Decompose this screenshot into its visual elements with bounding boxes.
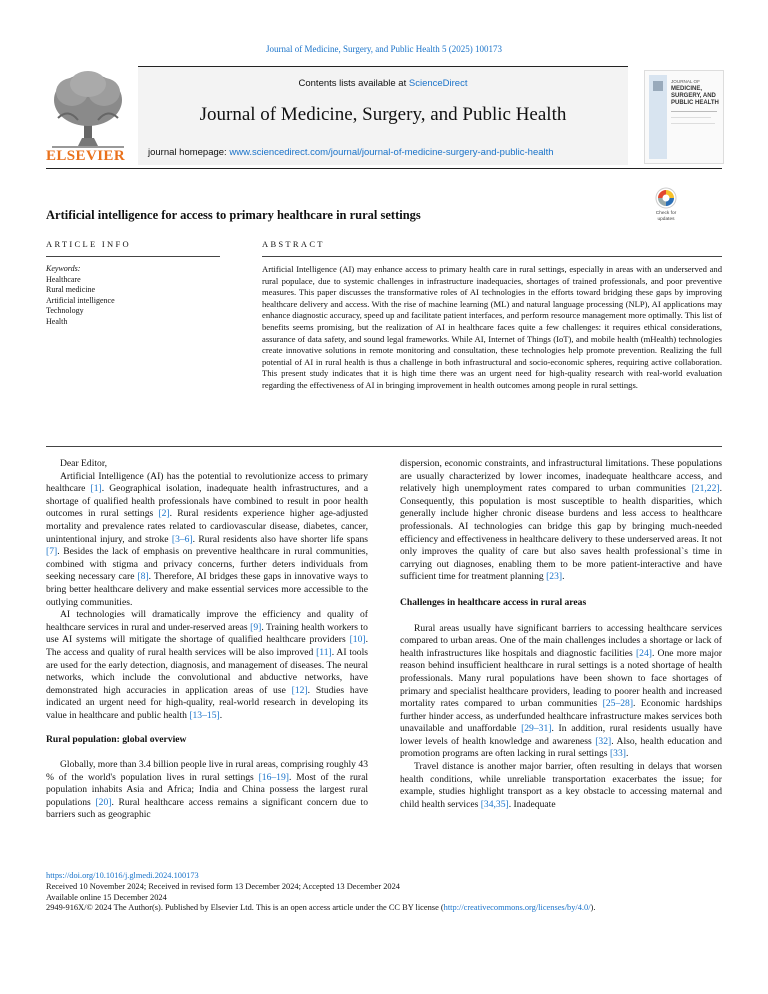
citation-link[interactable]: [20] <box>95 796 112 808</box>
abstract-text: Artificial Intelligence (AI) may enhance access to primary health care in rural settings, especially in areas with an underserved and rural populace, due to systemic challenges in infrastructure inadequacies, shortages of trained professionals, and poor preventive measures. This paper discusses the transformative roles of AI technologies in the efforts toward bridging these gaps by improving healthcare delivery and access. With the rise of machine learning (ML) and natural language processing (NLP), AI applications may enhance diagnostic accuracy, speed up and facilitate patient interfaces, and perform resource management more optimally. This list of benefits seems promising, but the realization of AI in healthcare faces quite a few challenges: it requires ethical considerations, assurance of data safety, and sound legal frameworks. While AI, Internet of Things (IoT), and mobile health (mHealth) technologies create innovative solutions in remote monitoring and consultation, these technologies help promote prevention. Realizing the full potential of AI in rural health is thus a challenge in both infrastructural and socio-economic spheres, requiring active collaboration. This present study indicates that it is high time there was an urgent need for high-quality research with real-world evaluation regarding the effectiveness of AI in bringing improvement in health outcomes among people in rural settings. <box>262 264 722 390</box>
text-run: . Economic hardships further hinder access, as underfunded healthcare infrastructure makes services both unavailable and unaffordable <box>400 698 722 735</box>
keyword: Rural medicine <box>46 285 96 295</box>
citation-link[interactable]: [8] <box>137 571 149 583</box>
section-heading: Rural population: global overview <box>46 734 187 746</box>
elsevier-tree-logo <box>48 68 128 160</box>
keywords-block <box>46 264 115 328</box>
abstract-rule <box>262 256 722 257</box>
text-run: . Rural residents also have shorter life spans <box>192 533 368 545</box>
citation-link[interactable]: [23] <box>546 571 563 583</box>
citation-link[interactable]: [21,22] <box>691 483 720 495</box>
citation-link[interactable]: [16–19] <box>258 771 289 783</box>
paragraph <box>46 609 368 722</box>
paragraph <box>400 761 722 811</box>
text-run: Travel distance is another major barrier, often resulting in delays that worsen health conditions, while unreliable transportation exacerbates the issue; for example, studies highlight transport as a key obstacle to accessing maternal and child health services <box>400 761 722 810</box>
journal-cover-art <box>645 71 723 163</box>
section-heading: Challenges in healthcare access in rural areas <box>400 596 587 608</box>
cover-line-4: PUBLIC HEALTH <box>671 100 719 106</box>
contents-line: Contents lists available at ScienceDirect <box>298 78 468 89</box>
text-run: . AI tools are used for the early detection, diagnosis, and management of diseases. The neural networks, which include the convolutional and abductive networks, have demonstrated high accuracies in application areas of use <box>46 646 368 696</box>
cover-line-3: SURGERY, AND <box>671 93 716 99</box>
citation-link[interactable]: [24] <box>635 647 652 659</box>
svg-text:Check for: Check for <box>655 211 677 216</box>
citation-link[interactable]: [9] <box>250 621 262 633</box>
svg-text:updates: updates <box>657 217 675 222</box>
keyword: Technology <box>46 306 84 316</box>
citation-link[interactable]: [29–31] <box>521 723 552 735</box>
citation-link[interactable]: [33] <box>609 748 626 760</box>
homepage-link[interactable]: www.sciencedirect.com/journal/journal-of-medicine-surgery-and-public-health <box>229 147 554 158</box>
cover-line-2: MEDICINE, <box>671 86 703 92</box>
keyword: Health <box>46 316 68 326</box>
text-run: . <box>562 571 565 583</box>
citation-link[interactable]: [2] <box>158 508 170 520</box>
right-column <box>400 458 722 811</box>
paragraph <box>400 623 722 762</box>
journal-homepage: journal homepage: www.sciencedirect.com/journal/journal-of-medicine-surgery-and-public-health <box>148 147 554 158</box>
license-link[interactable]: http://creativecommons.org/licenses/by/4.0/ <box>443 903 591 913</box>
citation-link[interactable]: [3–6] <box>171 533 193 545</box>
citation-link[interactable]: [7] <box>46 546 58 558</box>
citation-link[interactable]: [13–15] <box>189 709 220 721</box>
journal-title: Journal of Medicine, Surgery, and Public Health <box>199 104 567 125</box>
left-column <box>46 458 368 822</box>
cover-line-1: JOURNAL OF <box>671 79 700 84</box>
citation-link[interactable]: [32] <box>595 735 612 747</box>
paragraph <box>46 471 368 610</box>
journal-cover <box>644 70 724 164</box>
available-online: Available online 15 December 2024 <box>46 892 167 902</box>
article-footer <box>46 871 736 914</box>
text-run: AI technologies will dramatically improve the efficiency and quality of healthcare services in rural and under-reserved areas <box>46 609 368 633</box>
text-run: . One more major reason behind insufficient healthcare in rural settings is a noted shortage of health professionals. Many rural populations have been shown to face shortages of primary and specialist healthcare providers, leading to poorer health and increased mortality rates compared to urban communities <box>400 647 723 710</box>
text-run: . Rural healthcare access remains a significant concern due to barriers such as geographic <box>46 796 368 821</box>
sciencedirect-link[interactable]: ScienceDirect <box>408 78 468 89</box>
text-run: . Studies have indicated an urgent need for high-quality, real-world research in developing its value in healthcare and public health <box>46 684 369 721</box>
info-rule <box>46 256 220 257</box>
text-run: . Geographical isolation, inadequate health infrastructures, and a shortage of qualified health professionals have combined to result in poor health outcomes in rural settings <box>46 483 369 520</box>
paragraph <box>46 759 368 822</box>
keyword: Healthcare <box>46 274 81 284</box>
running-head[interactable]: Journal of Medicine, Surgery, and Public Health 5 (2025) 100173 <box>266 44 502 54</box>
text-run: . Most of the rural population inhabits Asia and Africa; India and China possess the largest rural populations <box>46 771 368 808</box>
doi-link[interactable]: https://doi.org/10.1016/j.glmedi.2024.100173 <box>46 871 199 880</box>
abstract-label: ABSTRACT <box>262 239 325 249</box>
received-dates: Received 10 November 2024; Received in revised form 13 December 2024; Accepted 13 December 2024 <box>46 881 400 891</box>
text-run: . Inadequate <box>508 798 556 810</box>
text-run: dispersion, economic constraints, and infrastructural limitations. These populations are usually characterized by lower incomes, inadequate healthcare access, and relatively high unemployment rates compared to urban communities <box>400 458 722 495</box>
text-run: Artificial Intelligence (AI) has the potential to revolutionize access to primary healthcare <box>46 470 368 495</box>
citation-link[interactable]: [25–28] <box>602 698 634 710</box>
text-run: Rural areas usually have significant barriers to accessing healthcare services compared to urban areas. One of the main challenges includes a shortage or lack of health infrastructures like hospitals and diagnostic facilities <box>400 622 722 659</box>
check-for-updates-icon[interactable] <box>650 186 682 222</box>
article-title: Artificial intelligence for access to primary healthcare in rural settings <box>46 208 421 222</box>
text-run: . Besides the lack of emphasis on preventive healthcare in rural communities, combined with stigma and privacy concerns, further deters individuals from seeking necessary care <box>46 546 368 583</box>
text-run: . Therefore, AI bridges these gaps in innovative ways to bring better healthcare delivery and make essential services more accessible to the outlying communities. <box>46 571 368 608</box>
publisher-wordmark: ELSEVIER <box>46 148 126 164</box>
text-run: . Consequently, this population is most susceptible to health disparities, which generally include higher chronic disease burdens and less access to healthcare professionals. AI technologies can bridge this gap by bringing much-needed efficiency and effectiveness in healthcare delivery to these underserved areas. It not only improves the quality of care but also saves health professional`s time in carrying out diagnoses, enabling them to be more patient-interactive and have sufficient time for treatment planning <box>400 483 722 583</box>
text-run: . The access and quality of rural health services will be also improved <box>46 634 368 658</box>
citation-link[interactable]: [1] <box>90 483 102 495</box>
text-run: . <box>219 709 223 721</box>
header-rule <box>46 168 722 169</box>
keywords-label: Keywords: <box>46 264 81 273</box>
text-run: . In addition, rural residents usually have lower levels of health knowledge and awareness <box>400 723 722 747</box>
abstract-bottom-rule <box>46 446 722 447</box>
text-run: . <box>625 748 629 760</box>
citation-link[interactable]: [10] <box>349 634 366 646</box>
keyword: Artificial intelligence <box>46 295 115 305</box>
text-run: . Training health workers to use AI systems will mitigate the shortage of qualified healthcare providers <box>46 621 368 646</box>
citation-link[interactable]: [11] <box>316 646 332 658</box>
text-run: Globally, more than 3.4 billion people live in rural areas, comprising roughly 43 % of the world's population lives in rural settings <box>46 759 368 783</box>
salutation: Dear Editor, <box>60 458 108 469</box>
journal-header <box>138 66 628 165</box>
paragraph-continued <box>400 458 722 584</box>
citation-link[interactable]: [12] <box>291 684 308 696</box>
article-info-label: ARTICLE INFO <box>46 239 131 249</box>
license-line: 2949-916X/© 2024 The Author(s). Published by Elsevier Ltd. This is an open access article under the CC BY license (http://creativecommons.org/licenses/by/4.0/). <box>46 903 596 913</box>
citation-link[interactable]: [34,35] <box>480 798 509 810</box>
text-run: . Also, health education and promotion programs are often lacking in rural settings <box>400 735 723 760</box>
text-run: . Rural residents experience higher age-adjusted mortality and prevalence rates related to cardiovascular disease, diabetes, cancer, unintentional injury, and stroke <box>46 508 369 545</box>
